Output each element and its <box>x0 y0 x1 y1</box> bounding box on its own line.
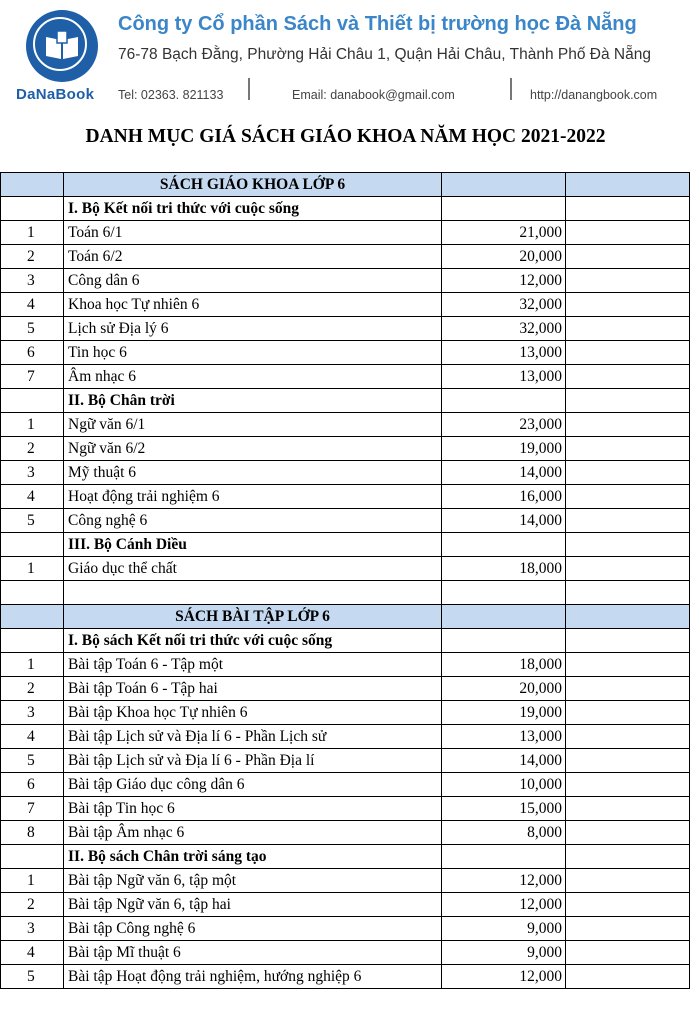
company-name: Công ty Cổ phần Sách và Thiết bị trường học Đà Nẵng <box>118 13 637 35</box>
empty-cell <box>1 389 64 413</box>
book-price: 12,000 <box>442 965 566 989</box>
price-table <box>0 172 690 989</box>
item-number: 5 <box>1 509 64 533</box>
book-price: 8,000 <box>442 821 566 845</box>
book-price: 9,000 <box>442 917 566 941</box>
empty-cell <box>566 869 690 893</box>
letterhead <box>0 0 691 115</box>
book-name: Công dân 6 <box>64 269 442 293</box>
book-price: 9,000 <box>442 941 566 965</box>
book-price: 14,000 <box>442 461 566 485</box>
table-row <box>1 917 690 941</box>
item-number: 7 <box>1 365 64 389</box>
empty-cell <box>442 581 566 605</box>
empty-cell <box>442 533 566 557</box>
empty-cell <box>566 941 690 965</box>
book-price: 13,000 <box>442 725 566 749</box>
empty-cell <box>1 533 64 557</box>
book-name: Ngữ văn 6/1 <box>64 413 442 437</box>
book-name: Bài tập Lịch sử và Địa lí 6 - Phần Địa lí <box>64 749 442 773</box>
empty-cell <box>1 581 64 605</box>
book-name: Bài tập Công nghệ 6 <box>64 917 442 941</box>
table-row <box>1 245 690 269</box>
empty-cell <box>1 845 64 869</box>
table-row <box>1 821 690 845</box>
empty-cell <box>566 269 690 293</box>
danabook-logo-icon <box>26 10 98 82</box>
item-number: 2 <box>1 437 64 461</box>
book-name: Ngữ văn 6/2 <box>64 437 442 461</box>
book-name: Bài tập Âm nhạc 6 <box>64 821 442 845</box>
empty-cell <box>566 773 690 797</box>
book-price: 18,000 <box>442 557 566 581</box>
empty-cell <box>566 581 690 605</box>
group-header-row <box>1 197 690 221</box>
table-row <box>1 701 690 725</box>
item-number: 4 <box>1 485 64 509</box>
item-number: 2 <box>1 893 64 917</box>
group-header-row <box>1 533 690 557</box>
book-name: Tin học 6 <box>64 341 442 365</box>
empty-cell <box>566 245 690 269</box>
empty-cell <box>566 677 690 701</box>
book-price: 14,000 <box>442 749 566 773</box>
book-price: 13,000 <box>442 341 566 365</box>
table-row <box>1 965 690 989</box>
book-price: 18,000 <box>442 653 566 677</box>
book-name: Âm nhạc 6 <box>64 365 442 389</box>
empty-cell <box>1 197 64 221</box>
book-name: Bài tập Hoạt động trải nghiệm, hướng nghiệp 6 <box>64 965 442 989</box>
empty-cell <box>442 197 566 221</box>
item-number: 5 <box>1 749 64 773</box>
book-price: 12,000 <box>442 869 566 893</box>
item-number: 4 <box>1 293 64 317</box>
empty-cell <box>566 461 690 485</box>
empty-cell <box>566 173 690 197</box>
table-row <box>1 365 690 389</box>
item-number: 3 <box>1 701 64 725</box>
empty-cell <box>566 845 690 869</box>
empty-cell <box>566 653 690 677</box>
book-price: 23,000 <box>442 413 566 437</box>
book-price: 10,000 <box>442 773 566 797</box>
book-price: 16,000 <box>442 485 566 509</box>
book-name: Bài tập Mĩ thuật 6 <box>64 941 442 965</box>
group-header-row <box>1 629 690 653</box>
empty-cell <box>566 389 690 413</box>
book-name: Bài tập Ngữ văn 6, tập hai <box>64 893 442 917</box>
document-title: DANH MỤC GIÁ SÁCH GIÁO KHOA NĂM HỌC 2021-2022 <box>85 126 606 147</box>
table-row <box>1 557 690 581</box>
book-price: 19,000 <box>442 437 566 461</box>
empty-cell <box>566 917 690 941</box>
book-price: 21,000 <box>442 221 566 245</box>
book-name: Bài tập Ngữ văn 6, tập một <box>64 869 442 893</box>
empty-cell <box>566 317 690 341</box>
book-name: Hoạt động trải nghiệm 6 <box>64 485 442 509</box>
book-price: 12,000 <box>442 893 566 917</box>
book-price: 19,000 <box>442 701 566 725</box>
table-row <box>1 437 690 461</box>
empty-cell <box>566 821 690 845</box>
item-number: 1 <box>1 557 64 581</box>
table-row <box>1 725 690 749</box>
book-name: Bài tập Lịch sử và Địa lí 6 - Phần Lịch sử <box>64 725 442 749</box>
table-row <box>1 653 690 677</box>
book-name: Mỹ thuật 6 <box>64 461 442 485</box>
table-row <box>1 749 690 773</box>
website-link: http://danangbook.com <box>530 88 658 102</box>
item-number: 1 <box>1 653 64 677</box>
book-price: 13,000 <box>442 365 566 389</box>
empty-cell <box>1 629 64 653</box>
book-name: Công nghệ 6 <box>64 509 442 533</box>
book-name: Toán 6/1 <box>64 221 442 245</box>
book-price: 20,000 <box>442 245 566 269</box>
section-title: SÁCH GIÁO KHOA LỚP 6 <box>64 173 442 197</box>
item-number: 5 <box>1 317 64 341</box>
item-number: 7 <box>1 797 64 821</box>
book-name: Bài tập Toán 6 - Tập hai <box>64 677 442 701</box>
table-row <box>1 893 690 917</box>
table-row <box>1 413 690 437</box>
book-name: Toán 6/2 <box>64 245 442 269</box>
item-number: 1 <box>1 413 64 437</box>
divider <box>510 78 512 100</box>
section-title: SÁCH BÀI TẬP LỚP 6 <box>64 605 442 629</box>
item-number: 6 <box>1 773 64 797</box>
empty-cell <box>566 413 690 437</box>
item-number: 5 <box>1 965 64 989</box>
empty-cell <box>442 845 566 869</box>
empty-cell <box>64 581 442 605</box>
table-row <box>1 797 690 821</box>
book-price: 20,000 <box>442 677 566 701</box>
empty-cell <box>566 557 690 581</box>
item-number: 3 <box>1 269 64 293</box>
table-row <box>1 773 690 797</box>
empty-cell <box>566 797 690 821</box>
group-title: III. Bộ Cánh Diều <box>64 533 442 557</box>
group-header-row <box>1 389 690 413</box>
item-number: 3 <box>1 917 64 941</box>
book-price: 32,000 <box>442 317 566 341</box>
table-row <box>1 221 690 245</box>
empty-cell <box>566 605 690 629</box>
book-name: Bài tập Khoa học Tự nhiên 6 <box>64 701 442 725</box>
empty-cell <box>566 701 690 725</box>
section-header-row <box>1 605 690 629</box>
brand-name: DaNaBook <box>16 86 95 103</box>
empty-cell <box>566 629 690 653</box>
empty-cell <box>442 605 566 629</box>
group-title: I. Bộ sách Kết nối tri thức với cuộc sống <box>64 629 442 653</box>
item-number: 1 <box>1 869 64 893</box>
book-price: 14,000 <box>442 509 566 533</box>
item-number: 3 <box>1 461 64 485</box>
item-number: 1 <box>1 221 64 245</box>
item-number: 6 <box>1 341 64 365</box>
table-row <box>1 317 690 341</box>
empty-cell <box>1 605 64 629</box>
item-number: 2 <box>1 677 64 701</box>
empty-cell <box>1 173 64 197</box>
book-name: Khoa học Tự nhiên 6 <box>64 293 442 317</box>
table-row <box>1 269 690 293</box>
empty-cell <box>442 173 566 197</box>
table-row <box>1 677 690 701</box>
empty-cell <box>566 725 690 749</box>
item-number: 4 <box>1 941 64 965</box>
empty-cell <box>566 365 690 389</box>
blank-row <box>1 581 690 605</box>
empty-cell <box>566 965 690 989</box>
empty-cell <box>566 749 690 773</box>
item-number: 2 <box>1 245 64 269</box>
table-row <box>1 293 690 317</box>
book-name: Giáo dục thể chất <box>64 557 442 581</box>
table-row <box>1 341 690 365</box>
empty-cell <box>566 893 690 917</box>
empty-cell <box>566 485 690 509</box>
empty-cell <box>566 509 690 533</box>
empty-cell <box>566 437 690 461</box>
book-price: 12,000 <box>442 269 566 293</box>
group-header-row <box>1 845 690 869</box>
telephone: Tel: 02363. 821133 <box>118 88 224 102</box>
item-number: 4 <box>1 725 64 749</box>
book-name: Lịch sử Địa lý 6 <box>64 317 442 341</box>
table-row <box>1 941 690 965</box>
group-title: I. Bộ Kết nối tri thức với cuộc sống <box>64 197 442 221</box>
table-row <box>1 485 690 509</box>
email-address: Email: danabook@gmail.com <box>292 88 455 102</box>
company-address: 76-78 Bạch Đằng, Phường Hải Châu 1, Quận Hải Châu, Thành Phố Đà Nẵng <box>118 46 651 63</box>
book-name: Bài tập Toán 6 - Tập một <box>64 653 442 677</box>
table-row <box>1 509 690 533</box>
book-price: 15,000 <box>442 797 566 821</box>
book-price: 32,000 <box>442 293 566 317</box>
book-name: Bài tập Giáo dục công dân 6 <box>64 773 442 797</box>
empty-cell <box>566 197 690 221</box>
group-title: II. Bộ Chân trời <box>64 389 442 413</box>
empty-cell <box>566 533 690 557</box>
item-number: 8 <box>1 821 64 845</box>
book-name: Bài tập Tin học 6 <box>64 797 442 821</box>
group-title: II. Bộ sách Chân trời sáng tạo <box>64 845 442 869</box>
table-row <box>1 461 690 485</box>
empty-cell <box>566 293 690 317</box>
section-header-row <box>1 173 690 197</box>
empty-cell <box>566 221 690 245</box>
divider <box>248 78 250 100</box>
empty-cell <box>442 389 566 413</box>
empty-cell <box>442 629 566 653</box>
table-row <box>1 869 690 893</box>
empty-cell <box>566 341 690 365</box>
